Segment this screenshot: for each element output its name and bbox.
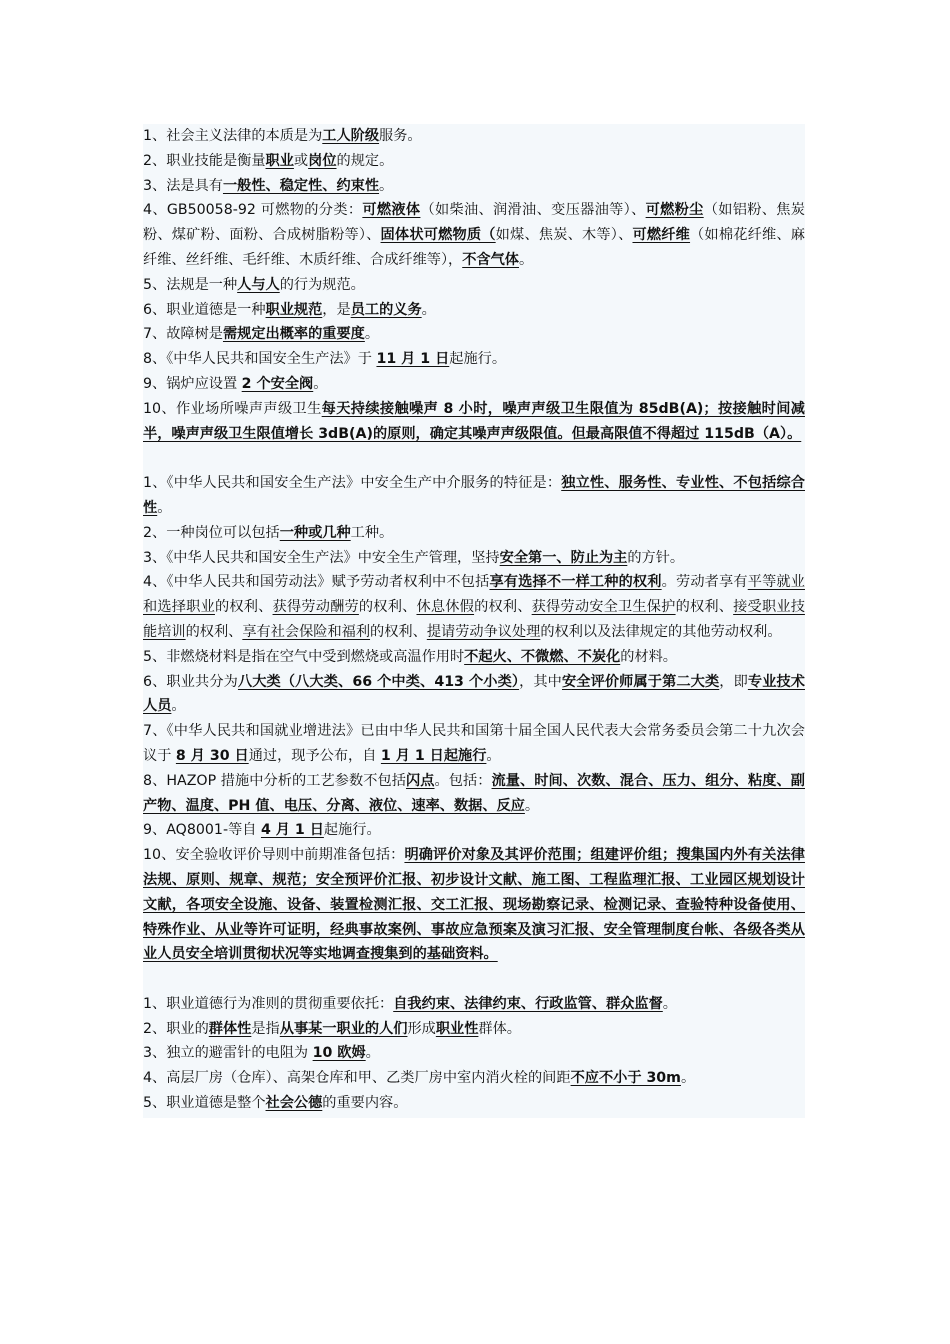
answer-text: 1 月 1 日起施行 [380, 747, 487, 764]
answer-text: 安全评价师属于第二大类 [561, 673, 720, 690]
question-text: 群体。 [478, 1020, 521, 1037]
question-text: 10、安全验收评价导则中前期准备包括： [143, 847, 405, 864]
answer-text: 不应不小于 30m [570, 1070, 681, 1087]
question-item [143, 719, 805, 769]
question-text: 2、职业的 [143, 1020, 209, 1037]
question-item [143, 397, 805, 447]
question-text: 1、社会主义法律的本质是为 [143, 128, 323, 144]
question-text: 的权利以及法律规定的其他劳动权利。 [540, 623, 782, 640]
question-text: 。包括： [434, 772, 492, 789]
answer-text: 每天持续接触噪声 8 小时，噪声声级卫生限值为 85dB(A)；按接触时间减半，噪声声级卫生限值增长 3dB(A)的原则，确定其噪声声级限值。但最高限值不得超过 115dB（A）。 [143, 400, 805, 442]
question-item [143, 174, 805, 199]
question-text: 4、GB50058-92 可燃物的分类： [143, 202, 363, 219]
question-text: 3、独立的避雷针的电阻为 [143, 1045, 313, 1062]
question-text: 4、高层厂房（仓库）、高架仓库和甲、乙类厂房中室内消火栓的间距 [143, 1070, 571, 1087]
question-text: 6、职业共分为 [143, 673, 238, 690]
question-item [143, 1017, 805, 1042]
underlined-text: 平等就业和选择职业 [143, 574, 805, 616]
question-item [143, 273, 805, 298]
question-text: 6、职业道德是一种 [143, 301, 266, 318]
question-text: 1、《中华人民共和国安全生产法》中安全生产中介服务的特征是： [143, 475, 562, 492]
question-text: 的权利、 [370, 623, 427, 640]
question-text: 的权利、 [474, 599, 532, 616]
question-item [143, 322, 805, 347]
answer-text: 10 欧姆 [312, 1045, 366, 1062]
answer-text: 岗位 [308, 152, 337, 169]
question-item [143, 818, 805, 843]
question-item [143, 471, 805, 521]
question-text: 。 [421, 301, 436, 318]
question-item [143, 769, 805, 819]
question-item [143, 570, 805, 644]
underlined-text: 提请劳动争议处理 [426, 623, 541, 640]
question-text: 服务。 [379, 128, 422, 144]
answer-text: 4 月 1 日 [260, 822, 324, 839]
answer-text: 职业 [265, 152, 294, 169]
answer-text: 闪点 [406, 772, 435, 789]
answer-text: 可燃液体 [362, 202, 421, 219]
question-item [143, 372, 805, 397]
answer-text: 安全第一、防止为主 [499, 549, 628, 566]
question-text: 起施行。 [323, 822, 381, 839]
question-text: 2、一种岗位可以包括 [143, 524, 280, 541]
question-text: 或 [293, 152, 309, 169]
question-text: 形成 [407, 1020, 436, 1037]
answer-text: 职业规范 [265, 301, 323, 318]
question-item [143, 645, 805, 670]
question-item [143, 992, 805, 1017]
underlined-text: 获得劳动酬劳 [272, 599, 359, 616]
question-item [143, 149, 805, 174]
question-text: 。 [313, 375, 328, 392]
question-text: 8、《中华人民共和国安全生产法》于 [143, 351, 377, 368]
answer-text: 人与人 [237, 276, 280, 293]
question-text: 5、法规是一种 [143, 276, 238, 293]
question-text: 。 [379, 177, 394, 194]
question-item [143, 1041, 805, 1066]
question-text: 2、职业技能是衡量 [143, 152, 266, 169]
question-text: 4、《中华人民共和国劳动法》赋予劳动者权利中不包括 [143, 574, 490, 591]
question-text: 。 [680, 1070, 696, 1087]
underlined-text: 获得劳动安全卫生保护 [531, 599, 676, 616]
answer-text: 8 月 30 日 [175, 747, 249, 764]
question-text: 的权利、 [214, 599, 273, 616]
question-item [143, 843, 805, 967]
answer-text: 不含气体 [462, 251, 519, 268]
question-text: ，是 [322, 301, 351, 318]
question-text: ，其中 [519, 673, 562, 690]
question-text: 的重要内容。 [322, 1095, 408, 1112]
question-text: 的行为规范。 [279, 276, 365, 293]
underlined-text: 享有社会保险和福利 [242, 623, 371, 640]
question-item [143, 546, 805, 571]
answer-text: 享有选择不一样工种的权利 [489, 574, 662, 591]
question-text: （如柴油、润滑油、变压器油等）、 [420, 202, 646, 219]
question-text: 3、《中华人民共和国安全生产法》中安全生产管理，坚持 [143, 549, 500, 566]
answer-text: 不起火、不微燃、不炭化 [464, 648, 621, 665]
question-text: 5、非燃烧材料是指在空气中受到燃烧或高温作用时 [143, 648, 465, 665]
answer-text: 2 个安全阀 [241, 375, 314, 392]
answer-text: 职业性 [435, 1020, 479, 1037]
answer-text: 自我约束、法律约束、行政监管、群众监督 [393, 995, 663, 1012]
question-text: 通过，现予公布，自 [248, 747, 381, 764]
question-text: 7、《中华人民共和国就业增进法》已由中华人民共和国第十届全国人民代表大会常务委员会第二十九次会议于 [143, 723, 805, 764]
question-text: 7、故障树是 [143, 326, 223, 343]
question-text: 8、HAZOP 措施中分析的工艺参数不包括 [143, 772, 406, 789]
answer-text: 从事某一职业的人们 [279, 1020, 408, 1037]
question-text: 起施行。 [449, 351, 507, 368]
question-text: 。 [364, 326, 380, 343]
question-item [143, 298, 805, 323]
answer-text: 群体性 [208, 1020, 252, 1037]
question-text: 的权利、 [358, 599, 417, 616]
answer-text: 一种或几种 [279, 524, 351, 541]
underlined-text: 接受职业技能培训 [143, 599, 805, 640]
answer-text: 一般性、稳定性、约束性 [222, 177, 380, 194]
question-text: 3、法是具有 [143, 177, 223, 194]
question-text: 。 [365, 1045, 380, 1062]
question-text: ，即 [719, 673, 748, 690]
question-text: 的规定。 [336, 152, 394, 169]
document-body [143, 124, 805, 1118]
question-text: 工种。 [350, 524, 394, 541]
answer-text: 八大类（八大类、66 个中类、413 个小类） [237, 673, 520, 690]
question-text: 9、锅炉应设置 [143, 375, 242, 392]
question-text: 的权利、 [675, 599, 734, 616]
answer-text: 11 月 1 日 [376, 351, 450, 368]
question-text: 。 [171, 698, 186, 715]
question-text: 1、职业道德行为准则的贯彻重要依托： [143, 995, 394, 1012]
question-text: 9、AQ8001-等自 [143, 822, 261, 839]
question-text: 是指 [251, 1020, 280, 1037]
answer-text: 独立性、服务性、专业性、不包括综合性 [143, 475, 805, 516]
question-item [143, 198, 805, 272]
question-text: 。 [518, 251, 534, 268]
question-item [143, 347, 805, 372]
answer-text: 专业技术人员 [143, 673, 805, 715]
question-item [143, 1066, 805, 1091]
question-text: （如棉花纤维、麻纤维、丝纤维、毛纤维、木质纤维、合成纤维等）， [143, 227, 805, 268]
answer-text: 明确评价对象及其评价范围；组建评价组；搜集国内外有关法律法规、原则、规章、规范；安全预评价汇报、初步设计文献、施工图、工程监理汇报、工业园区规划设计文献，各项安全设施、设备、装置检测汇报、交工汇报、现场勘察记录、检测记录、查验特种设备使用、特殊作业、从业等许可证明，经典事故案例、事故应急预案及演习汇报、安全管理制度台帐、各级各类从业人员安全培训贯彻状况等实地调查搜集到的基础资料。 [143, 847, 805, 963]
question-text: 。 [486, 747, 501, 764]
question-text: 的方针。 [627, 549, 685, 566]
answer-text: 员工的义务 [350, 301, 422, 318]
question-text: 的材料。 [620, 648, 677, 665]
question-text: 。 [524, 797, 540, 814]
question-text: 10、作业场所噪声声级卫生 [143, 400, 322, 417]
question-text: 。 [157, 499, 172, 516]
answer-text: 社会公德 [265, 1095, 323, 1112]
section-gap [143, 967, 805, 992]
question-text: 。劳动者享有 [661, 574, 748, 591]
question-item [143, 124, 805, 149]
question-item [143, 521, 805, 546]
answer-text: 可燃纤维 [632, 227, 691, 244]
question-text: 。 [662, 995, 677, 1012]
answer-text: 需规定出概率的重要度 [222, 326, 365, 343]
answer-text: 工人阶级 [322, 128, 380, 144]
underlined-text: 休息休假 [416, 599, 475, 616]
answer-text: 流量、时间、次数、混合、压力、组分、粘度、副产物、温度、PH 值、电压、分离、液位、速率、数据、反应 [143, 772, 805, 814]
section-gap [143, 446, 805, 471]
question-item [143, 1091, 805, 1116]
answer-text: 固体状可燃物质（ [380, 227, 496, 244]
question-text: 5、职业道德是整个 [143, 1095, 266, 1112]
question-text: （如铝粉、焦炭粉、煤矿粉、面粉、合成树脂粉等）、 [143, 202, 805, 244]
question-item [143, 670, 805, 720]
question-text: 的权利、 [185, 623, 243, 640]
answer-text: 可燃粉尘 [645, 202, 704, 219]
question-text: 如煤、焦炭、木等）、 [495, 227, 633, 244]
